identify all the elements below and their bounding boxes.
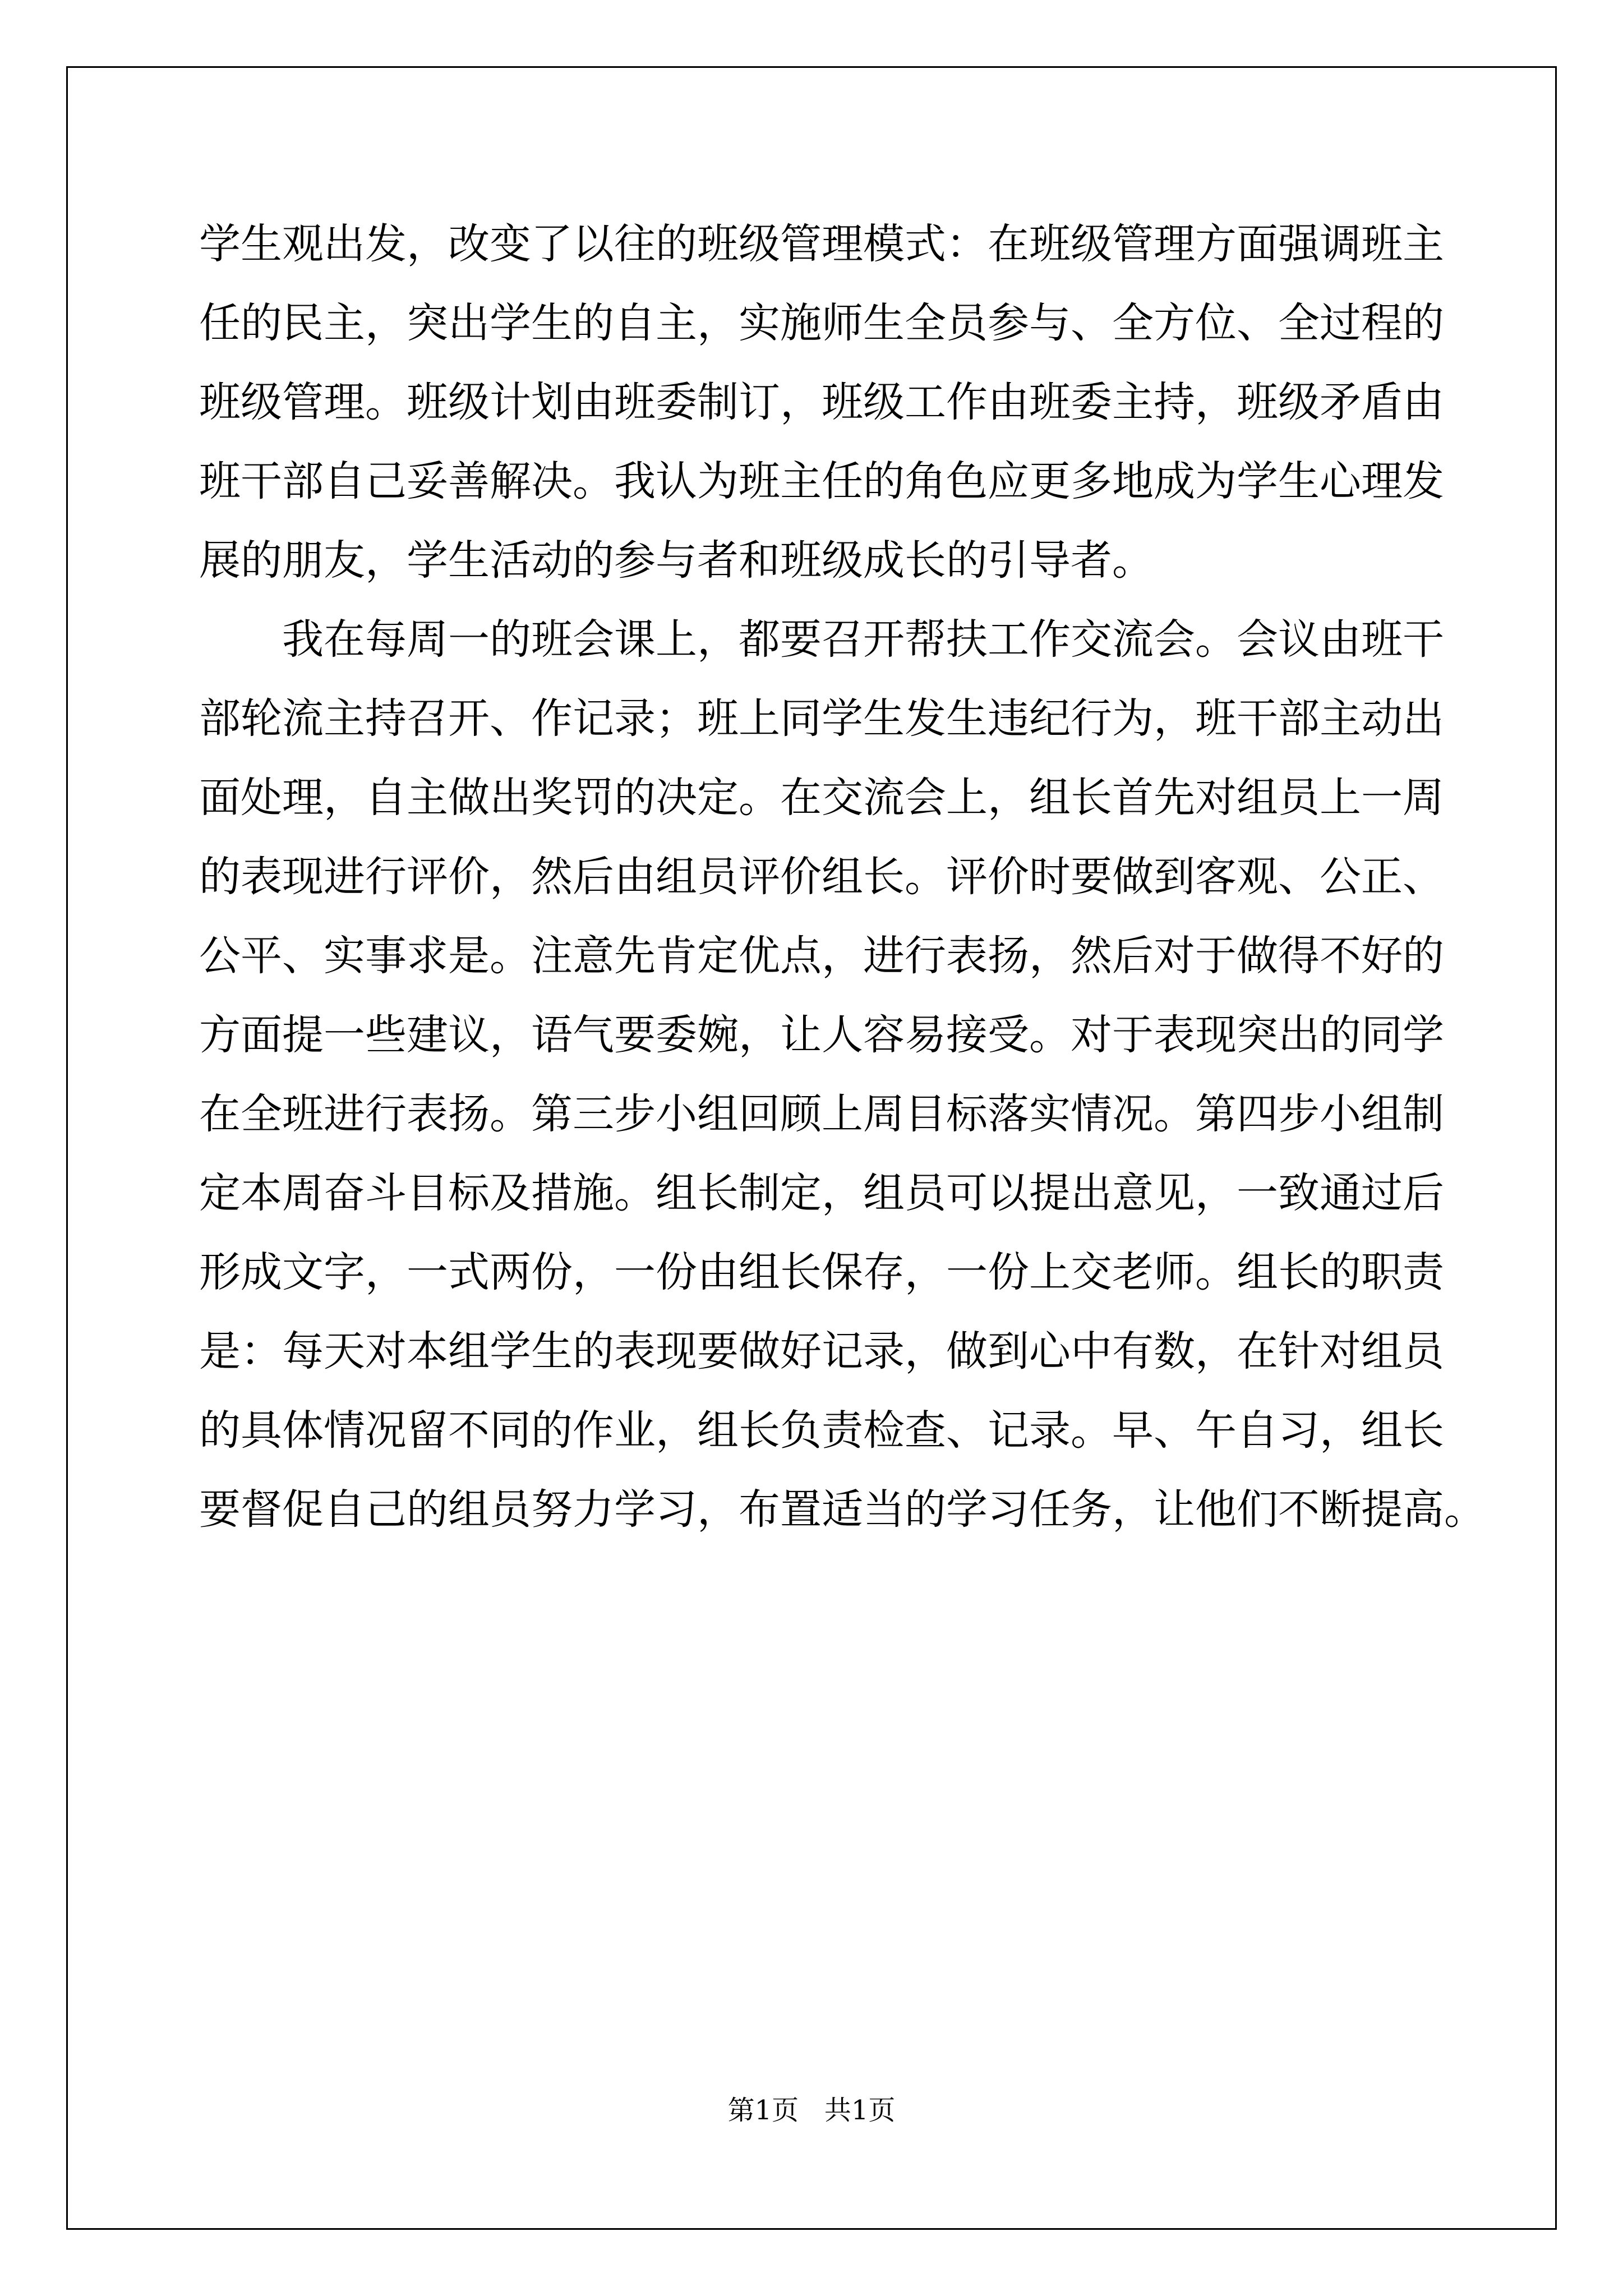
body-text-line-3: 班级管理。班级计划由班委制订，班级工作由班委主持，班级矛盾由: [199, 378, 1444, 426]
body-text-line-5: 展的朋友，学生活动的参与者和班级成长的引导者。: [199, 536, 1154, 585]
body-text-line-11: 方面提一些建议，语气要委婉，让人容易接受。对于表现突出的同学: [199, 1011, 1444, 1059]
body-text-line-9: 的表现进行评价，然后由组员评价组长。评价时要做到客观、公正、: [199, 853, 1444, 901]
body-text-line-14: 形成文字，一式两份，一份由组长保存，一份上交老师。组长的职责: [199, 1248, 1444, 1296]
paragraph-2-first-line: 我在每周一的班会课上，都要召开帮扶工作交流会。会议由班干: [282, 615, 1444, 664]
body-text-line-12: 在全班进行表扬。第三步小组回顾上周目标落实情况。第四步小组制: [199, 1090, 1444, 1138]
body-text-line-2: 任的民主，突出学生的自主，实施师生全员参与、全方位、全过程的: [199, 299, 1444, 347]
body-text-line-4: 班干部自己妥善解决。我认为班主任的角色应更多地成为学生心理发: [199, 457, 1444, 505]
body-text-line-10: 公平、实事求是。注意先肯定优点，进行表扬，然后对于做得不好的: [199, 932, 1444, 980]
body-text-line-1: 学生观出发，改变了以往的班级管理模式：在班级管理方面强调班主: [199, 220, 1444, 268]
body-text-line-16: 的具体情况留不同的作业，组长负责检查、记录。早、午自习，组长: [199, 1406, 1444, 1455]
body-text-line-17: 要督促自己的组员努力学习，布置适当的学习任务，让他们不断提高。: [199, 1485, 1486, 1534]
page-number-footer: 第1页 共1页: [727, 2095, 896, 2126]
body-text-line-7: 部轮流主持召开、作记录；班上同学生发生违纪行为，班干部主动出: [199, 694, 1444, 743]
body-text-line-8: 面处理，自主做出奖罚的决定。在交流会上，组长首先对组员上一周: [199, 774, 1444, 822]
body-text-line-15: 是：每天对本组学生的表现要做好记录，做到心中有数，在针对组员: [199, 1327, 1444, 1375]
body-text-line-13: 定本周奋斗目标及措施。组长制定，组员可以提出意见，一致通过后: [199, 1169, 1444, 1217]
